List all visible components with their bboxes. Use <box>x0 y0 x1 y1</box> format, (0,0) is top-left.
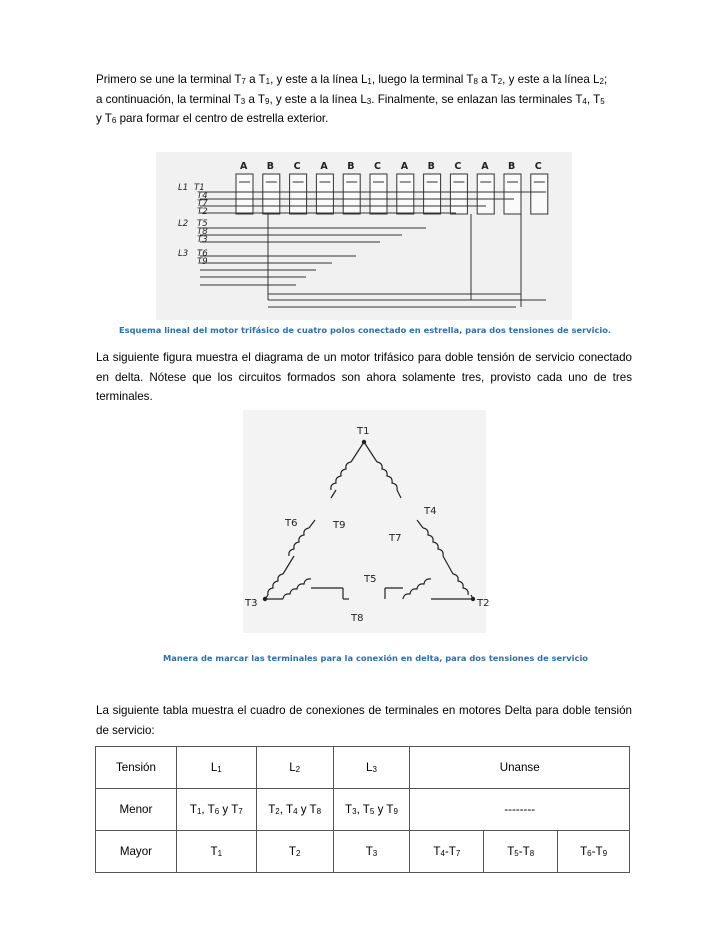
delta-diagram-figure <box>243 410 490 633</box>
intro-line-3: y $T_6$ para formar el centro de estrella exterior. <box>96 112 329 125</box>
phase-label: B <box>427 161 435 172</box>
table-row-menor <box>96 789 630 831</box>
terminal-connection-table <box>95 746 630 873</box>
cell-mayor-u2: $T_5-T_8$ <box>484 831 558 873</box>
table-row-mayor <box>96 831 630 873</box>
cell-menor-unanse: -------- <box>410 789 630 831</box>
delta-label-t8: T8 <box>351 613 364 624</box>
delta-label-t2: T2 <box>477 598 490 609</box>
cell-mayor-u1: $T_4-T_7$ <box>410 831 484 873</box>
phase-label: C <box>534 161 542 172</box>
winding-box <box>316 174 333 214</box>
cell-mayor-u3: $T_6-T_9$ <box>558 831 630 873</box>
phase-label: B <box>347 161 355 172</box>
delta-diagram-svg <box>243 410 490 633</box>
terminal-label: T5 <box>197 219 208 229</box>
cell-mayor-l1: $T_1$ <box>176 831 256 873</box>
phase-label: C <box>454 161 462 172</box>
terminal-label: T1 <box>194 183 205 193</box>
header-l3: $L_3$ <box>333 747 410 789</box>
cell-menor-l1: $T_1$, $T_6$ y $T_7$ <box>176 789 256 831</box>
winding-box <box>504 174 521 214</box>
intro-line-1: Primero se une la terminal $T_7$ a $T_1$, y este a la línea $L_1$, luego la terminal $T_8$ a $T_2$, y este a la línea $L_2$; <box>96 73 608 86</box>
terminal-label: T9 <box>197 257 208 267</box>
terminal-label: T4 <box>197 191 208 201</box>
phase-label: A <box>320 161 328 172</box>
intro-paragraph <box>96 70 632 129</box>
line-label: L1 <box>178 183 189 193</box>
winding-box <box>263 174 280 214</box>
terminal-label: T6 <box>197 249 208 259</box>
table-header-row <box>96 747 630 789</box>
winding-box <box>397 174 414 214</box>
delta-label-t3: T3 <box>245 598 258 609</box>
header-unanse: Unanse <box>410 747 630 789</box>
terminal-label: T7 <box>197 199 208 209</box>
cell-mayor-l3: $T_3$ <box>333 831 410 873</box>
delta-label-t7: T7 <box>389 533 402 544</box>
star-schematic-figure <box>156 152 572 320</box>
delta-label-t4: T4 <box>424 506 437 517</box>
header-l2: $L_2$ <box>256 747 333 789</box>
delta-label-t9: T9 <box>333 520 346 531</box>
terminal-label: T8 <box>197 227 208 237</box>
cell-menor-label: Menor <box>96 789 177 831</box>
line-label: L3 <box>178 249 189 259</box>
intro-line-2: a continuación, la terminal $T_3$ a $T_9$, y este a la línea $L_3$. Finalmente, se enlazan las terminales $T_4$, $T_5$ <box>96 92 605 106</box>
delta-label-t1: T1 <box>357 426 370 437</box>
winding-box <box>450 174 467 214</box>
star-schematic-svg <box>156 152 572 320</box>
table-intro-paragraph: La siguiente tabla muestra el cuadro de conexiones de terminales en motores Delta para doble tensión de servicio: <box>96 704 632 737</box>
header-l1: $L_1$ <box>176 747 256 789</box>
winding-box <box>531 174 548 214</box>
winding-box <box>424 174 441 214</box>
phase-label: B <box>266 161 275 172</box>
header-tension: Tensión <box>96 747 177 789</box>
delta-label-t5: T5 <box>364 574 377 585</box>
winding-box <box>343 174 360 214</box>
phase-label: A <box>481 161 489 172</box>
terminal-label: T2 <box>197 207 208 217</box>
phase-label: A <box>400 161 409 172</box>
winding-box <box>290 174 307 214</box>
phase-label: A <box>240 161 248 172</box>
figure1-caption: Esquema lineal del motor trifásico de cuatro polos conectado en estrella, para dos tensiones de servicio. <box>119 325 612 335</box>
cell-menor-l2: $T_2$, $T_4$ y $T_8$ <box>256 789 333 831</box>
delta-intro-paragraph: La siguiente figura muestra el diagrama de un motor trifásico para doble tensión de servicio conectado en delta. Nótese que los circuitos formados son ahora solamente tres, provisto cada uno de tres terminales. <box>96 351 632 403</box>
phase-label: C <box>293 161 301 172</box>
terminal-label: T3 <box>197 235 208 245</box>
line-label: L2 <box>178 219 189 229</box>
winding-box <box>370 174 387 214</box>
cell-menor-l3: $T_3$, $T_5$ y $T_9$ <box>333 789 410 831</box>
winding-box <box>236 174 253 214</box>
figure2-caption: Manera de marcar las terminales para la conexión en delta, para dos tensiones de servicio <box>163 653 588 663</box>
cell-mayor-label: Mayor <box>96 831 177 873</box>
cell-mayor-l2: $T_2$ <box>256 831 333 873</box>
winding-box <box>477 174 494 214</box>
delta-label-t6: T6 <box>285 518 298 529</box>
phase-label: C <box>374 161 381 172</box>
phase-label: B <box>508 161 516 172</box>
